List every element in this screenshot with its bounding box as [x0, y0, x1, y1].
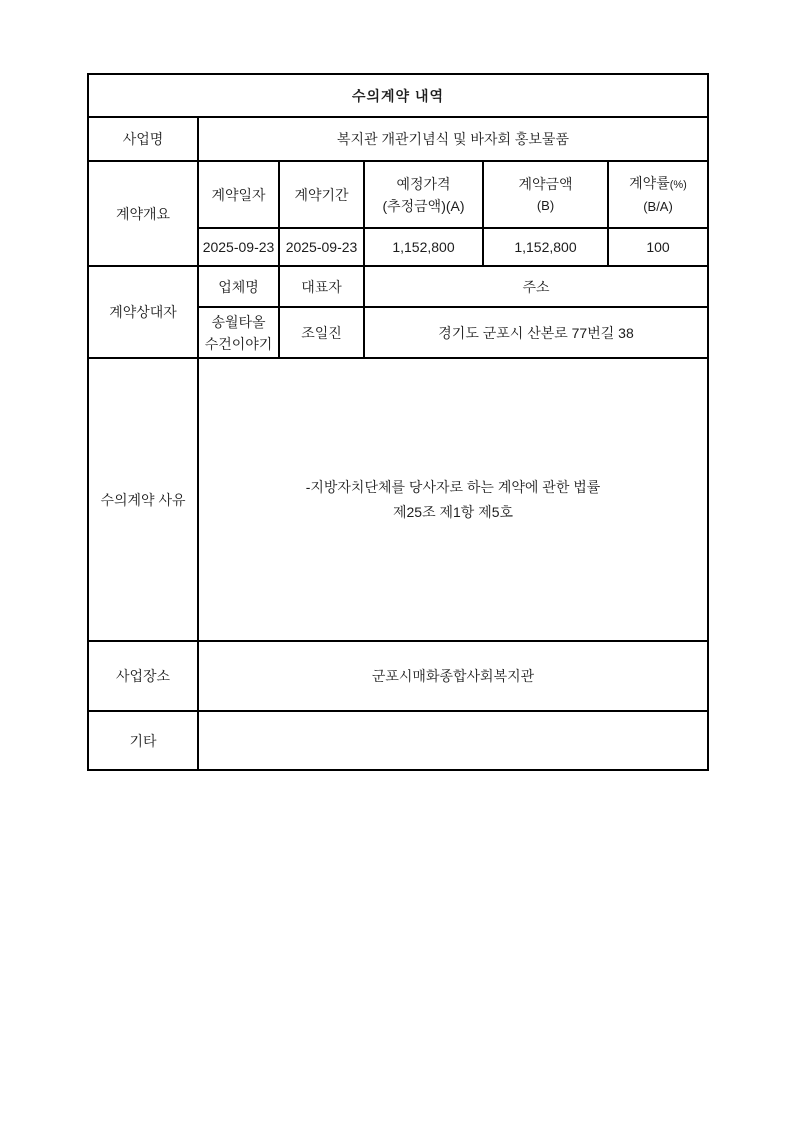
location-row: [88, 641, 708, 711]
title-row: [88, 74, 708, 117]
etc-label: 기타: [88, 711, 198, 770]
contract-rate-header-line2: (B/A): [643, 198, 673, 214]
contract-date-value: 2025-09-23: [198, 228, 279, 266]
etc-row: [88, 711, 708, 770]
contract-rate-header-paren: (%): [669, 178, 687, 191]
overview-label: 계약개요: [88, 161, 198, 266]
contract-period-value: 2025-09-23: [279, 228, 364, 266]
reason-text-block: [199, 475, 707, 525]
project-row: [88, 117, 708, 161]
contract-period-header: 계약기간: [279, 161, 364, 228]
estimated-price-header-line2: (추정금액)(A): [382, 197, 465, 214]
estimated-price-header-line1: 예정가격: [396, 175, 451, 192]
contract-rate-value: 100: [608, 228, 708, 266]
address-value: 경기도 군포시 산본로 77번길 38: [364, 307, 708, 358]
project-name-label: 사업명: [88, 117, 198, 161]
reason-text: [198, 358, 708, 641]
contract-rate-header: [608, 161, 708, 228]
doc-title: 수의계약 내역: [88, 74, 708, 117]
contract-amount-header-line1: 계약금액: [518, 175, 573, 192]
company-name-value: [198, 307, 279, 358]
representative-header: 대표자: [279, 266, 364, 307]
address-header: 주소: [364, 266, 708, 307]
contractor-header-row: [88, 266, 708, 307]
contract-amount-header: [483, 161, 608, 228]
contract-rate-header-main: 계약률: [629, 174, 670, 191]
contractor-label: 계약상대자: [88, 266, 198, 358]
location-value: 군포시매화종합사회복지관: [198, 641, 708, 711]
contract-rate-header-line1: [609, 172, 707, 196]
overview-header-row: [88, 161, 708, 228]
contract-date-header: 계약일자: [198, 161, 279, 228]
company-name-header: 업체명: [198, 266, 279, 307]
reason-row: [88, 358, 708, 641]
reason-text-line1: -지방자치단체를 당사자로 하는 계약에 관한 법률: [305, 478, 601, 495]
estimated-price-value: 1,152,800: [364, 228, 483, 266]
contract-amount-value: 1,152,800: [483, 228, 608, 266]
project-name-value: 복지관 개관기념식 및 바자회 홍보물품: [198, 117, 708, 161]
contract-amount-header-line2: (B): [536, 197, 555, 213]
contract-detail-table: [87, 73, 709, 771]
reason-text-line2: 제25조 제1항 제5호: [392, 503, 514, 520]
estimated-price-header: [364, 161, 483, 228]
reason-label: 수의계약 사유: [88, 358, 198, 641]
location-label: 사업장소: [88, 641, 198, 711]
company-name-value-line1: 송월타올: [211, 313, 266, 330]
etc-value: [198, 711, 708, 770]
representative-value: 조일진: [279, 307, 364, 358]
company-name-value-line2: 수건이야기: [204, 335, 273, 352]
